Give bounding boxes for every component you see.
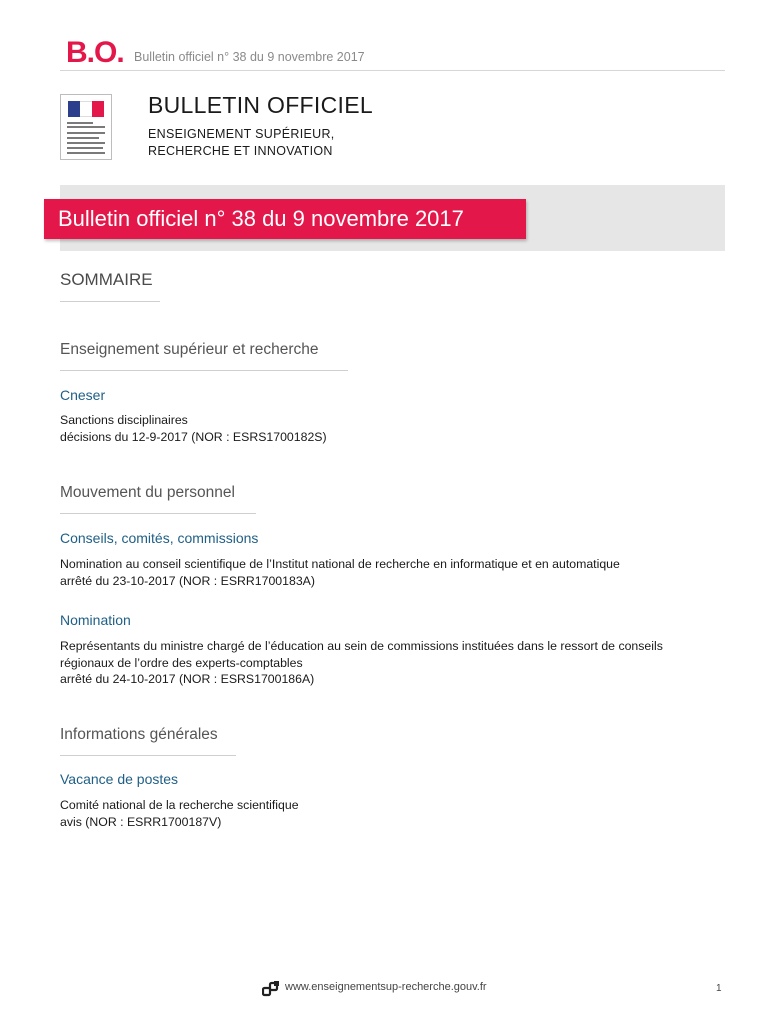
list-item[interactable]: Nomination au conseil scientifique de l’Institut national de recherche en informatique et en automatique arrêté du 23-10-2017 (NOR : ESRR1700183A): [60, 557, 620, 588]
section-title: Informations générales: [60, 726, 218, 743]
banner-title: Bulletin officiel n° 38 du 9 novembre 2017: [58, 206, 464, 231]
publication-subtitle-line2: RECHERCHE ET INNOVATION: [148, 144, 333, 158]
publication-title: BULLETIN OFFICIEL: [148, 92, 373, 118]
list-item[interactable]: Comité national de la recherche scientifique avis (NOR : ESRR1700187V): [60, 798, 299, 829]
category-link[interactable]: Nomination: [60, 612, 131, 628]
sommaire-heading: SOMMAIRE: [60, 270, 153, 289]
bo-logo: B.O.: [66, 36, 124, 69]
divider: [60, 755, 236, 756]
publication-subtitle-line1: ENSEIGNEMENT SUPÉRIEUR,: [148, 127, 335, 141]
list-item[interactable]: Représentants du ministre chargé de l’éducation au sein de commissions instituées dans le ressort de conseils régionaux de l’ordre des experts-comptables arrêté du 24-10-2017 (NOR : ESRS1700186A): [60, 639, 663, 686]
divider: [60, 513, 256, 514]
publication-subtitle: [148, 126, 335, 160]
marianne-logo-icon: [60, 94, 112, 160]
list-item[interactable]: Sanctions disciplinaires décisions du 12-9-2017 (NOR : ESRS1700182S): [60, 413, 327, 444]
category-link[interactable]: Vacance de postes: [60, 771, 179, 787]
bo-subtitle: Bulletin officiel n° 38 du 9 novembre 2017: [134, 50, 365, 64]
link-icon: [262, 981, 280, 997]
page-number: 1: [716, 983, 722, 994]
section-title: Mouvement du personnel: [60, 484, 235, 501]
section-title: Enseignement supérieur et recherche: [60, 341, 319, 358]
divider: [60, 301, 160, 302]
category-link[interactable]: Conseils, comités, commissions: [60, 530, 259, 546]
category-link[interactable]: Cneser: [60, 387, 106, 403]
footer-url-link[interactable]: www.enseignementsup-recherche.gouv.fr: [285, 981, 487, 993]
divider: [60, 370, 348, 371]
top-bar: [60, 36, 725, 71]
flag-icon: [68, 101, 104, 117]
page-footer: [0, 976, 770, 1000]
